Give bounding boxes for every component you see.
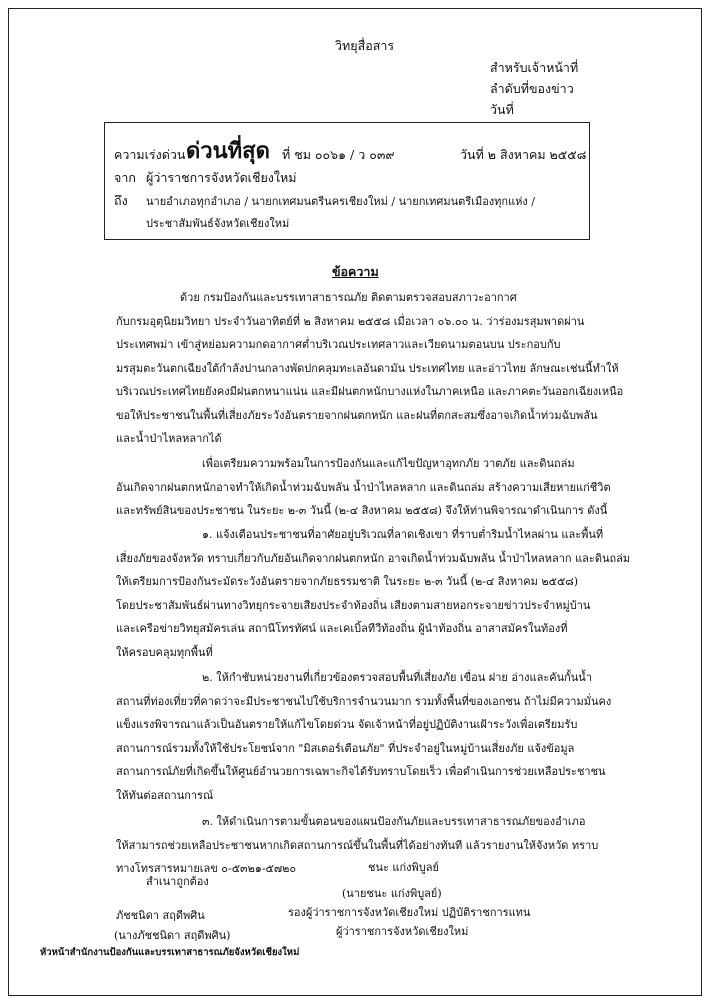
officer-only-label: สำหรับเจ้าหน้าที่ xyxy=(490,60,579,75)
urgency-stamp: ด่วนที่สุด xyxy=(186,138,270,164)
paragraph-2 xyxy=(116,452,646,523)
p2-line: อันเกิดจากฝนตกหนักอาจทำให้เกิดน้ำท่วมฉับพลัน น้ำป่าไหลหลาก และดินถล่ม สร้างความเสียหายแก่ชีวิต xyxy=(116,480,611,494)
p3-line: ให้เตรียมการป้องกันระมัดระวังอันตรายจากภัยธรรมชาติ ในระยะ ๒-๓ วันนี้ (๒-๔ สิงหาคม ๒๕๕๘) xyxy=(116,575,579,588)
from-label: จาก xyxy=(114,170,136,185)
message-date: วันที่ ๒ สิงหาคม ๒๕๕๘ xyxy=(460,147,587,162)
p5-line: ให้สามารถช่วยเหลือประชาชนหากเกิดสถานการณ์ขึ้นในพื้นที่ได้อย่างทันที แล้วรายงานให้จังหวัด ทราบ xyxy=(116,838,599,852)
signature-title-1: รองผู้ว่าราชการจังหวัดเชียงใหม่ ปฏิบัติราชการแทน xyxy=(288,906,531,919)
p4-line: สถานการณ์ภัยที่เกิดขึ้นให้ศูนย์อำนวยการเฉพาะกิจได้รับทราบโดยเร็ว เพื่อดำเนินการช่วยเหลือประชาชน xyxy=(116,765,606,778)
to-line-2: ประชาสัมพันธ์จังหวัดเชียงใหม่ xyxy=(146,217,290,230)
paragraph-1 xyxy=(116,286,646,451)
p3-line: และเครือข่ายวิทยุสมัครเล่น สถานีโทรทัศน์ และเคเบิ้ลทีวีท้องถิ่น ผู้นำท้องถิ่น อาสาสมัครในท้องที่ xyxy=(116,622,568,635)
p1-line: บริเวณประเทศไทยยังคงมีฝนตกหนาแน่น และมีฝนตกหนักบางแห่งในภาคเหนือ และภาคตะวันออกเฉียงเหนือ xyxy=(116,385,624,398)
p1-line: และน้ำป่าไหลหลากได้ xyxy=(116,432,222,445)
p1-line: ด้วย กรมป้องกันและบรรเทาสาธารณภัย ติดตามตรวจสอบสภาวะอากาศ xyxy=(180,291,517,304)
signature-title-2: ผู้ว่าราชการจังหวัดเชียงใหม่ xyxy=(336,925,469,938)
p3-line: ให้ครอบคลุมทุกพื้นที่ xyxy=(116,645,213,659)
p2-line: และทรัพย์สินของประชาชน ในระยะ ๒-๓ วันนี้ (๒-๔ สิงหาคม ๒๕๕๘) จึงให้ท่านพิจารณาดำเนินการ ดังนี้ xyxy=(116,504,608,517)
date-label: วันที่ xyxy=(490,102,514,117)
p1-line: ขอให้ประชาชนในพื้นที่เสี่ยงภัยระวังอันตรายจากฝนตกหนัก และฝนที่ตกสะสมซึ่งอาจเกิดน้ำท่วมฉับพลัน xyxy=(116,408,598,422)
certifier-full-name: (นางภัชชนิดา สฤดีพศิน) xyxy=(114,929,231,942)
signature-full-name: (นายชนะ แก่งพิบูลย์) xyxy=(342,887,442,900)
p3-line: เสี่ยงภัยของจังหวัด ทราบเกี่ยวกับภัยอันเกิดจากฝนตกหนัก อาจเกิดน้ำท่วมฉับพลัน น้ำป่าไหลหลาก และดินถล่ม xyxy=(116,551,631,565)
body-title: ข้อความ xyxy=(332,264,379,279)
p4-line: แข็งแรงพิจารณาแล้วเป็นอันตรายให้แก้ไขโดยด่วน จัดเจ้าหน้าที่อยู่ปฏิบัติงานเฝ้าระวังเพื่อเตรียมรับ xyxy=(116,718,578,731)
p4-line: สถานที่ท่องเที่ยวที่คาดว่าจะมีประชาชนไปใช้บริการจำนวนมาก รวมทั้งพื้นที่ของเอกชน ถ้าไม่มีความมั่นคง xyxy=(116,694,612,708)
p4-line: สถานการณ์รวมทั้งให้ใช้ประโยชน์จาก "มิสเตอร์เตือนภัย" ที่ประจำอยู่ในหมู่บ้านเสี่ยงภัย แจ้งข้อมูล xyxy=(116,741,575,755)
to-line-1: นายอำเภอทุกอำเภอ / นายกเทศมนตรีนครเชียงใหม่ / นายกเทศมนตรีเมืองทุกแห่ง / xyxy=(146,195,536,208)
signature-name: ชนะ แก่งพิบูลย์ xyxy=(368,861,439,874)
p4-line: ให้ทันต่อสถานการณ์ xyxy=(116,788,214,802)
p5-line: ๓. ให้ดำเนินการตามขั้นตอนของแผนป้องกันภัยและบรรเทาสาธารณภัยของอำเภอ xyxy=(202,815,586,828)
p1-line: มรสุมตะวันตกเฉียงใต้กำลังปานกลางพัดปกคลุมทะเลอันดามัน ประเทศไทย และอ่าวไทย ลักษณะเช่นนี้ทำให้ xyxy=(116,361,619,375)
p3-line: โดยประชาสัมพันธ์ผ่านทางวิทยุกระจายเสียงประจำท้องถิ่น เสียงตามสายหอกระจายข่าวประจำหมู่บ้าน xyxy=(116,598,591,612)
urgency-label: ความเร่งด่วน xyxy=(114,147,186,162)
p2-line: เพื่อเตรียมความพร้อมในการป้องกันและแก้ไขปัญหาอุทกภัย วาตภัย และดินถล่ม xyxy=(202,457,575,470)
paragraph-3 xyxy=(116,523,646,664)
p3-line: ๑. แจ้งเตือนประชาชนที่อาศัยอยู่บริเวณที่ลาดเชิงเขา ที่ราบต่ำริมน้ำไหลผ่าน และพื้นที่ xyxy=(202,528,604,541)
certifier-title: หัวหน้าสำนักงานป้องกันและบรรเทาสาธารณภัยจังหวัดเชียงใหม่ xyxy=(40,947,300,958)
p1-line: กับกรมอุตุนิยมวิทยา ประจำวันอาทิตย์ที่ ๒ สิงหาคม ๒๕๕๘ เมื่อเวลา ๐๖.๐๐ น. ว่าร่องมรสุมพาดผ่าน xyxy=(116,314,585,328)
p4-line: ๒. ให้กำชับหน่วยงานที่เกี่ยวข้องตรวจสอบพื้นที่เสี่ยงภัย เขื่อน ฝาย อ่างและคันกั้นน้ำ xyxy=(202,671,592,684)
p1-line: ประเทศพม่า เข้าสู่หย่อมความกดอากาศต่ำบริเวณประเทศลาวและเวียดนามตอนบน ประกอบกับ xyxy=(116,338,561,351)
radio-heading: วิทยุสื่อสาร xyxy=(335,38,395,53)
paragraph-4 xyxy=(116,666,646,807)
certifier-name: ภัชชนิดา สฤดีพศิน xyxy=(116,909,205,922)
to-label: ถึง xyxy=(114,193,128,208)
reference-number: ที่ ชม ๐๐๖๑ / ว ๐๓๙ xyxy=(282,147,395,162)
p5-line: ทางโทรสารหมายเลข ๐-๕๓๒๑-๕๗๒๐ xyxy=(116,862,297,875)
from-value: ผู้ว่าราชการจังหวัดเชียงใหม่ xyxy=(146,170,297,185)
copy-certified-label: สำเนาถูกต้อง xyxy=(146,875,209,888)
sequence-label: ลำดับที่ของข่าว xyxy=(490,81,574,96)
